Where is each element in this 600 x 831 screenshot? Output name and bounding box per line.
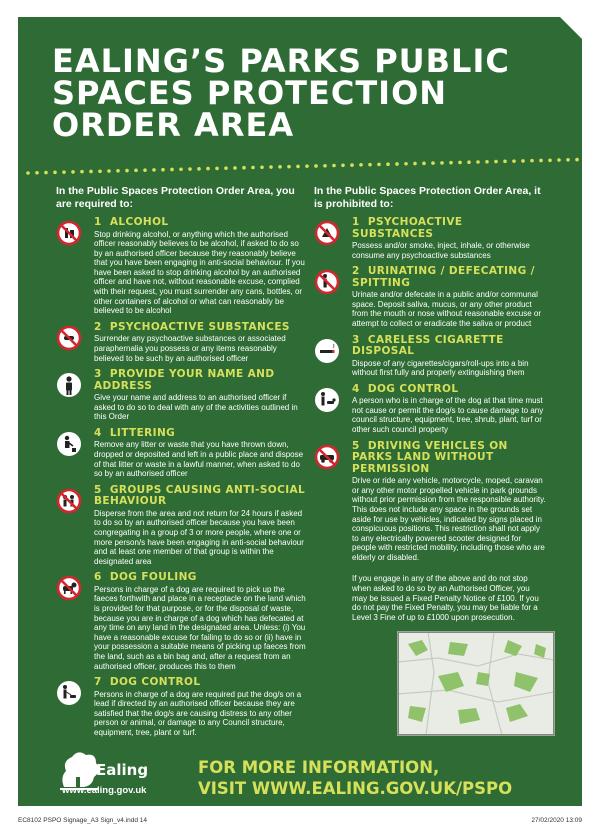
required-text-groups: Disperse from the area and not return for 24 hours if asked to do so by an authorised officer because you have been congregating in a group of 3 or more people, where one or more person/s have been engaging in anti-social behaviour and at least one member of that group is within the designated area — [94, 508, 304, 566]
divider-dot — [503, 160, 507, 164]
penalty-note: If you engage in any of the above and do not stop when asked to do so by an Authorised Officer, you may be issued a Fixed Penalty Notice of £100. If you do not pay the Fixed Penalty, you may be liable for a Level 3 Fine of up to £1000 upon prosecution. — [352, 574, 539, 622]
print-slug-date: 27/02/2020 13:09 — [531, 817, 582, 824]
corner-cut — [560, 17, 582, 39]
required-title-alcohol: ALCOHOL — [109, 216, 169, 228]
divider-dot — [485, 160, 489, 164]
divider-dot — [476, 160, 480, 164]
required-item-littering — [56, 428, 308, 479]
prohibited-item-urinating — [314, 266, 546, 328]
divider-dot — [395, 162, 399, 166]
dog-control-icon — [314, 387, 340, 413]
no-groups-icon — [56, 488, 82, 514]
required-item-dog-control — [56, 677, 308, 737]
divider-dot — [152, 168, 156, 172]
divider-dot — [431, 161, 435, 165]
prohibited-title-psychoactive: PSYCHOACTIVE SUBSTANCES — [352, 216, 463, 240]
required-title-dog-control: DOG CONTROL — [109, 676, 201, 689]
required-item-dog-fouling — [56, 572, 308, 671]
required-text-littering: Remove any litter or waste that you have thrown down, dropped or deposited and left in a public place and dispose of that litter or waste in a lawful manner, when asked to do so by an authorised officer — [94, 440, 304, 479]
litter-icon — [56, 431, 82, 457]
required-intro: In the Public Spaces Protection Order Area, you are required to: — [56, 185, 295, 210]
prohibited-text-vehicles: Drive or ride any vehicle, motorcycle, moped, caravan or any other motor propelled vehicle in park grounds without prior permission from the responsible authority. This does not include any space in the grounds set aside for use by vehicles, indicated by signs placed in conspicuous positions. This restriction shall not apply to any electrically powered scooter designed for people with restricted mobility, including those who are elderly or disabled. — [352, 476, 546, 562]
required-text-dog-control: Persons in charge of a dog are required put the dog/s on a lead if directed by an authorised officer because they are satisfied that the dog/s are causing distress to any other person or animal, or damage to any Council structure, equipment, tree, plant or turf. — [94, 689, 302, 738]
required-number-1: 1 — [94, 216, 102, 228]
divider-dot — [494, 160, 498, 164]
required-item-alcohol — [56, 217, 308, 316]
divider-dot — [53, 171, 57, 175]
required-title-dog-fouling: DOG FOULING — [109, 571, 197, 584]
dotted-divider — [18, 149, 582, 189]
prohibited-number-3: 3 — [352, 333, 360, 346]
required-text-dog-fouling: Persons in charge of a dog are required to pick up the faeces forthwith and place in a receptacle on the land which is provided for that purpose, or for the disposal of waste, because you are in charge of a dog which has defecated at any time on any land in the designated area. Unless: (i) You have a reasonable excuse for failing to do so or (ii) have in your possession a suitable means of picking up faeces from the land, such as a bin bag and, after a request from an authorised officer, produces this to them — [94, 584, 306, 671]
divider-dot — [386, 162, 390, 166]
divider-dot — [161, 168, 165, 172]
divider-dot — [350, 163, 354, 167]
required-number-7: 7 — [94, 676, 102, 689]
divider-dot — [566, 158, 570, 162]
divider-dot — [35, 171, 39, 175]
no-vehicles-icon — [314, 444, 340, 470]
prohibited-title-dog-control: DOG CONTROL — [367, 382, 459, 395]
no-alcohol-icon — [56, 220, 82, 246]
required-column — [56, 185, 308, 744]
no-urinating-icon — [314, 269, 340, 295]
required-number-3: 3 — [94, 368, 102, 381]
divider-dot — [98, 169, 102, 173]
divider-dot — [305, 164, 309, 168]
brand-name: Ealing — [96, 761, 149, 779]
required-number-4: 4 — [94, 426, 102, 439]
divider-dot — [521, 159, 525, 163]
more-info-line1: FOR MORE INFORMATION, — [198, 758, 440, 777]
required-item-name-address — [56, 369, 308, 422]
print-slug-file: EC8102 PSPO Signage_A3 Sign_v4.indd 14 — [18, 817, 148, 824]
divider-dot — [125, 169, 129, 173]
divider-dot — [80, 170, 84, 174]
required-item-psychoactive — [56, 322, 308, 363]
prohibited-item-psychoactive — [314, 217, 546, 260]
divider-dot — [215, 167, 219, 171]
required-text-alcohol: Stop drinking alcohol, or anything which the authorised officer reasonably believes to be alcohol, if asked to do so by an authorised officer because they reasonably believe that you have been engaging in anti-social behaviour. If you have been asked to stop drinking alcohol by an authorised officer and have not, without reasonable excuse, complied with their request, you must surrender any cans, bottles, or other containers of alcohol or what can reasonably be believed to be alcohol — [94, 229, 305, 316]
divider-dot — [134, 169, 138, 173]
divider-dot — [62, 170, 66, 174]
divider-dot — [440, 161, 444, 165]
divider-dot — [539, 159, 543, 163]
no-drugs-icon — [56, 325, 82, 351]
divider-dot — [224, 166, 228, 170]
poster-title: EALING’S PARKS PUBLIC SPACES PROTECTION ORDER AREA — [52, 42, 510, 144]
prohibited-text-cigarette: Dispose of any cigarettes/cigars/roll-ups into a bin without first fully and properly extinguishing them — [352, 358, 529, 378]
more-info-url[interactable]: VISIT WWW.EALING.GOV.UK/PSPO — [198, 779, 513, 798]
prohibited-column — [314, 185, 546, 622]
divider-dot — [170, 168, 174, 172]
divider-dot — [449, 161, 453, 165]
divider-dot — [269, 165, 273, 169]
prohibited-number-5: 5 — [352, 439, 360, 452]
dog-on-lead-icon — [56, 680, 82, 706]
divider-dot — [314, 164, 318, 168]
divider-dot — [89, 170, 93, 174]
required-title-name-address: PROVIDE YOUR NAME AND ADDRESS — [94, 368, 275, 392]
poster — [18, 17, 582, 806]
person-icon — [56, 372, 82, 398]
required-title-groups: GROUPS CAUSING ANTI-SOCIAL BEHAVIOUR — [94, 483, 306, 508]
prohibited-title-vehicles: DRIVING VEHICLES ON PARKS LAND WITHOUT PERMISSION — [352, 439, 508, 475]
divider-dot — [458, 161, 462, 165]
divider-dot — [530, 159, 534, 163]
prohibited-item-cigarette — [314, 335, 546, 378]
prohibited-number-4: 4 — [352, 382, 360, 395]
required-number-6: 6 — [94, 571, 102, 584]
required-text-name-address: Give your name and address to an authorised officer if asked to do so to deal with any of the activities outlined in this Order — [94, 393, 298, 422]
divider-dot — [341, 164, 345, 168]
divider-dot — [143, 168, 147, 172]
brand-url[interactable]: www.ealing.gov.uk — [62, 785, 147, 796]
divider-dot — [413, 162, 417, 166]
divider-dot — [467, 160, 471, 164]
prohibited-intro: In the Public Spaces Protection Order Area, it is prohibited to: — [314, 185, 541, 210]
divider-dot — [557, 158, 561, 162]
divider-dot — [512, 159, 516, 163]
divider-dot — [107, 169, 111, 173]
divider-dot — [197, 167, 201, 171]
divider-dot — [242, 166, 246, 170]
divider-dot — [323, 164, 327, 168]
prohibited-number-2: 2 — [352, 265, 360, 278]
divider-dot — [251, 166, 255, 170]
divider-dot — [422, 162, 426, 166]
divider-dot — [368, 163, 372, 167]
divider-dot — [575, 158, 579, 162]
divider-dot — [548, 158, 552, 162]
cigarette-icon — [314, 338, 340, 364]
divider-dot — [26, 171, 30, 175]
prohibited-text-urinating: Urinate and/or defecate in a public and/or communal space. Deposit saliva, mucus, or any other product from the mouth or nose without reasonable excuse or attempt to collect or eradicate the saliva or product — [352, 290, 541, 328]
divider-dot — [44, 171, 48, 175]
dog-fouling-icon — [56, 575, 82, 601]
divider-dot — [278, 165, 282, 169]
divider-dot — [332, 164, 336, 168]
more-info — [198, 757, 512, 799]
divider-dot — [359, 163, 363, 167]
divider-dot — [206, 167, 210, 171]
prohibited-title-cigarette: CARELESS CIGARETTE DISPOSAL — [352, 333, 504, 358]
divider-dot — [71, 170, 75, 174]
divider-dot — [116, 169, 120, 173]
prohibited-text-dog-control: A person who is in charge of the dog at that time must not cause or permit the dog/s to cause damage to any council structure, equipment, tree, shrub, plant, turf or other such council property — [352, 396, 544, 435]
required-number-2: 2 — [94, 320, 102, 333]
area-map — [397, 631, 555, 736]
required-item-groups — [56, 485, 308, 567]
divider-dot — [179, 167, 183, 171]
prohibited-item-dog-control — [314, 384, 546, 435]
divider-dot — [287, 165, 291, 169]
prohibited-text-psychoactive: Possess and/or smoke, inject, inhale, or otherwise consume any psychoactive substances — [352, 241, 530, 260]
required-number-5: 5 — [94, 483, 102, 496]
required-text-psychoactive: Surrender any psychoactive substances or associated paraphernalia you possess or any items reasonably believed to be such by an authorised officer — [94, 334, 286, 363]
divider-dot — [404, 162, 408, 166]
no-smoking-drugs-icon — [314, 220, 340, 246]
divider-dot — [188, 167, 192, 171]
prohibited-number-1: 1 — [352, 216, 360, 228]
prohibited-title-urinating: URINATING / DEFECATING / SPITTING — [352, 265, 535, 289]
divider-dot — [233, 166, 237, 170]
required-title-psychoactive: PSYCHOACTIVE SUBSTANCES — [109, 320, 290, 333]
divider-dot — [377, 163, 381, 167]
divider-dot — [260, 165, 264, 169]
required-title-littering: LITTERING — [109, 426, 176, 439]
prohibited-item-vehicles — [314, 441, 546, 563]
divider-dot — [296, 165, 300, 169]
